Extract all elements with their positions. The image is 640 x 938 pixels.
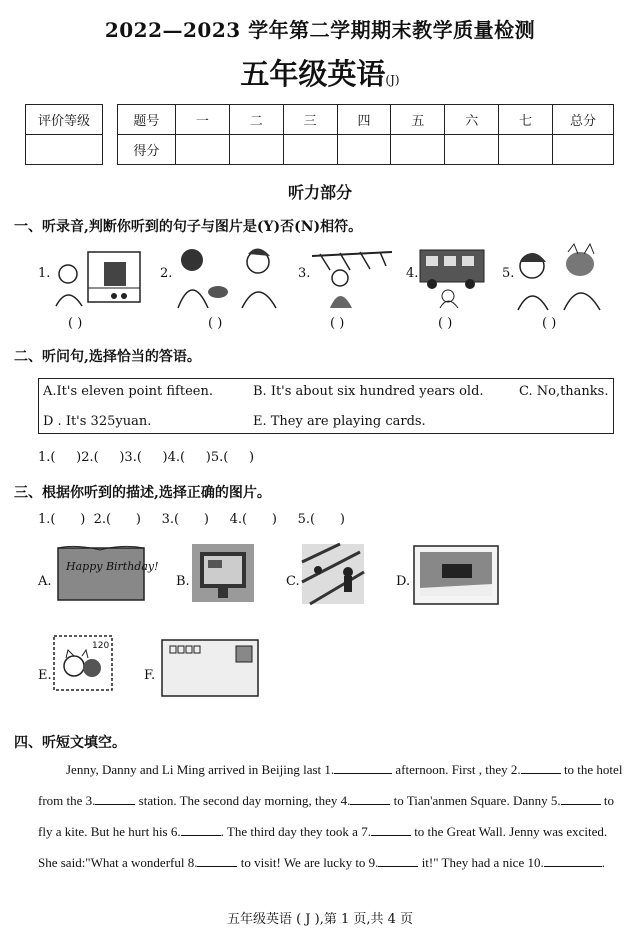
score-table-header-row <box>118 105 614 135</box>
score-cell[interactable] <box>229 135 283 165</box>
s3-picture-b-computer <box>190 542 256 606</box>
stamp-value: 120 <box>92 641 110 651</box>
section2-answer-line[interactable]: 1.( )2.( )3.( )4.( )5.( ) <box>38 450 255 465</box>
card-text: Happy Birthday! <box>66 560 159 573</box>
passage-text: . The third day they took a 7. <box>220 824 371 839</box>
s1-q5-answer[interactable]: ( ) <box>542 316 557 331</box>
score-cell[interactable] <box>283 135 337 165</box>
page-footer: 五年级英语 ( J ),第 1 页,共 4 页 <box>226 912 414 927</box>
passage-text: to the Great Wall. Jenny was excited. She said:"What a wonderful 8. <box>38 824 608 870</box>
section2-options-box <box>38 378 614 434</box>
passage-text: station. The second day morning, they 4. <box>135 793 351 808</box>
grade-label: 评价等级 <box>26 105 103 135</box>
option-a: A.It's eleven point fifteen. <box>43 384 213 399</box>
s3-picture-e-stamp <box>52 634 114 692</box>
score-cell[interactable] <box>391 135 445 165</box>
s1-q1-answer[interactable]: ( ) <box>68 316 83 331</box>
s1-picture-2 <box>172 242 282 310</box>
score-header-cell: 二 <box>229 105 283 135</box>
passage-text: it!" They had a nice 10. <box>418 855 544 870</box>
s1-q3-answer[interactable]: ( ) <box>330 316 345 331</box>
s1-picture-3 <box>310 242 394 310</box>
grade-box <box>25 104 103 165</box>
score-cell[interactable] <box>553 135 614 165</box>
listening-part-title: 听力部分 <box>287 183 352 202</box>
option-c: C. No,thanks. <box>519 384 609 399</box>
section2-heading: 二、听问句,选择恰当的答语。 <box>14 349 201 365</box>
score-header-cell: 三 <box>283 105 337 135</box>
s1-picture-4 <box>418 244 486 308</box>
s1-q4-number: 4. <box>406 266 419 281</box>
blank-3[interactable] <box>95 793 135 805</box>
s1-q5-number: 5. <box>502 266 515 281</box>
score-header-cell: 五 <box>391 105 445 135</box>
score-table <box>117 104 614 165</box>
score-cell[interactable] <box>445 135 499 165</box>
blank-5[interactable] <box>561 793 601 805</box>
score-header-cell: 题号 <box>118 105 176 135</box>
blank-6[interactable] <box>181 824 221 836</box>
subject-name: 五年级英语 <box>240 57 386 91</box>
s1-q2-number: 2. <box>160 266 173 281</box>
passage-text: to the hotel from the 3. <box>38 762 623 808</box>
s3-label-e: E. <box>38 668 52 683</box>
section1-heading: 一、听录音,判断你听到的句子与图片是(Y)否(N)相符。 <box>14 219 363 235</box>
s3-label-c: C. <box>286 574 300 589</box>
section3-answer-line[interactable]: 1.( ) 2.( ) 3.( ) 4.( ) 5.( ) <box>38 512 345 527</box>
edition-mark: (J) <box>385 73 400 87</box>
blank-2[interactable] <box>521 762 561 774</box>
passage-text: to Tian'anmen Square. Danny 5. <box>390 793 561 808</box>
blank-10[interactable] <box>544 855 602 867</box>
s3-label-a: A. <box>38 574 52 589</box>
blank-8[interactable] <box>197 855 237 867</box>
blank-1[interactable] <box>334 762 392 774</box>
s1-picture-5 <box>514 244 606 310</box>
blank-9[interactable] <box>378 855 418 867</box>
passage-text: Jenny, Danny and Li Ming arrived in Beijing last 1. <box>66 762 335 777</box>
blank-4[interactable] <box>350 793 390 805</box>
s3-label-d: D. <box>396 574 411 589</box>
score-cell[interactable] <box>337 135 391 165</box>
s3-label-f: F. <box>144 668 156 683</box>
option-e: E. They are playing cards. <box>253 414 426 429</box>
score-cell[interactable] <box>175 135 229 165</box>
s3-picture-c-street <box>300 542 366 606</box>
passage-text: afternoon. First , they 2. <box>392 762 521 777</box>
score-header-cell: 七 <box>499 105 553 135</box>
s1-q4-answer[interactable]: ( ) <box>438 316 453 331</box>
s3-picture-a-birthday-card <box>56 544 159 604</box>
s1-q1-number: 1. <box>38 266 51 281</box>
score-header-cell: 总分 <box>553 105 614 135</box>
score-row-label: 得分 <box>118 135 176 165</box>
option-b: B. It's about six hundred years old. <box>253 384 484 399</box>
score-header-cell: 六 <box>445 105 499 135</box>
s1-q3-number: 3. <box>298 266 311 281</box>
score-header-cell: 四 <box>337 105 391 135</box>
section4-heading: 四、听短文填空。 <box>14 735 126 751</box>
exam-subtitle <box>0 52 640 93</box>
score-cell[interactable] <box>499 135 553 165</box>
s3-label-b: B. <box>176 574 190 589</box>
blank-7[interactable] <box>371 824 411 836</box>
section4-passage <box>38 754 628 878</box>
section3-heading: 三、根据你听到的描述,选择正确的图片。 <box>14 485 271 501</box>
s3-picture-f-envelope <box>160 638 260 698</box>
exam-title: 2022—2023 学年第二学期期末教学质量检测 <box>104 18 536 42</box>
passage-text: to visit! We are lucky to 9. <box>237 855 379 870</box>
option-d: D . It's 325yuan. <box>43 414 152 429</box>
s3-picture-d-postcard <box>412 544 500 606</box>
s1-picture-1 <box>48 244 146 310</box>
passage-text: . <box>601 855 605 870</box>
passage-text: to fly a kite. But he hurt his 6. <box>38 793 614 839</box>
score-header-cell: 一 <box>175 105 229 135</box>
grade-value-cell[interactable] <box>26 135 103 165</box>
s1-q2-answer[interactable]: ( ) <box>208 316 223 331</box>
score-table-score-row <box>118 135 614 165</box>
